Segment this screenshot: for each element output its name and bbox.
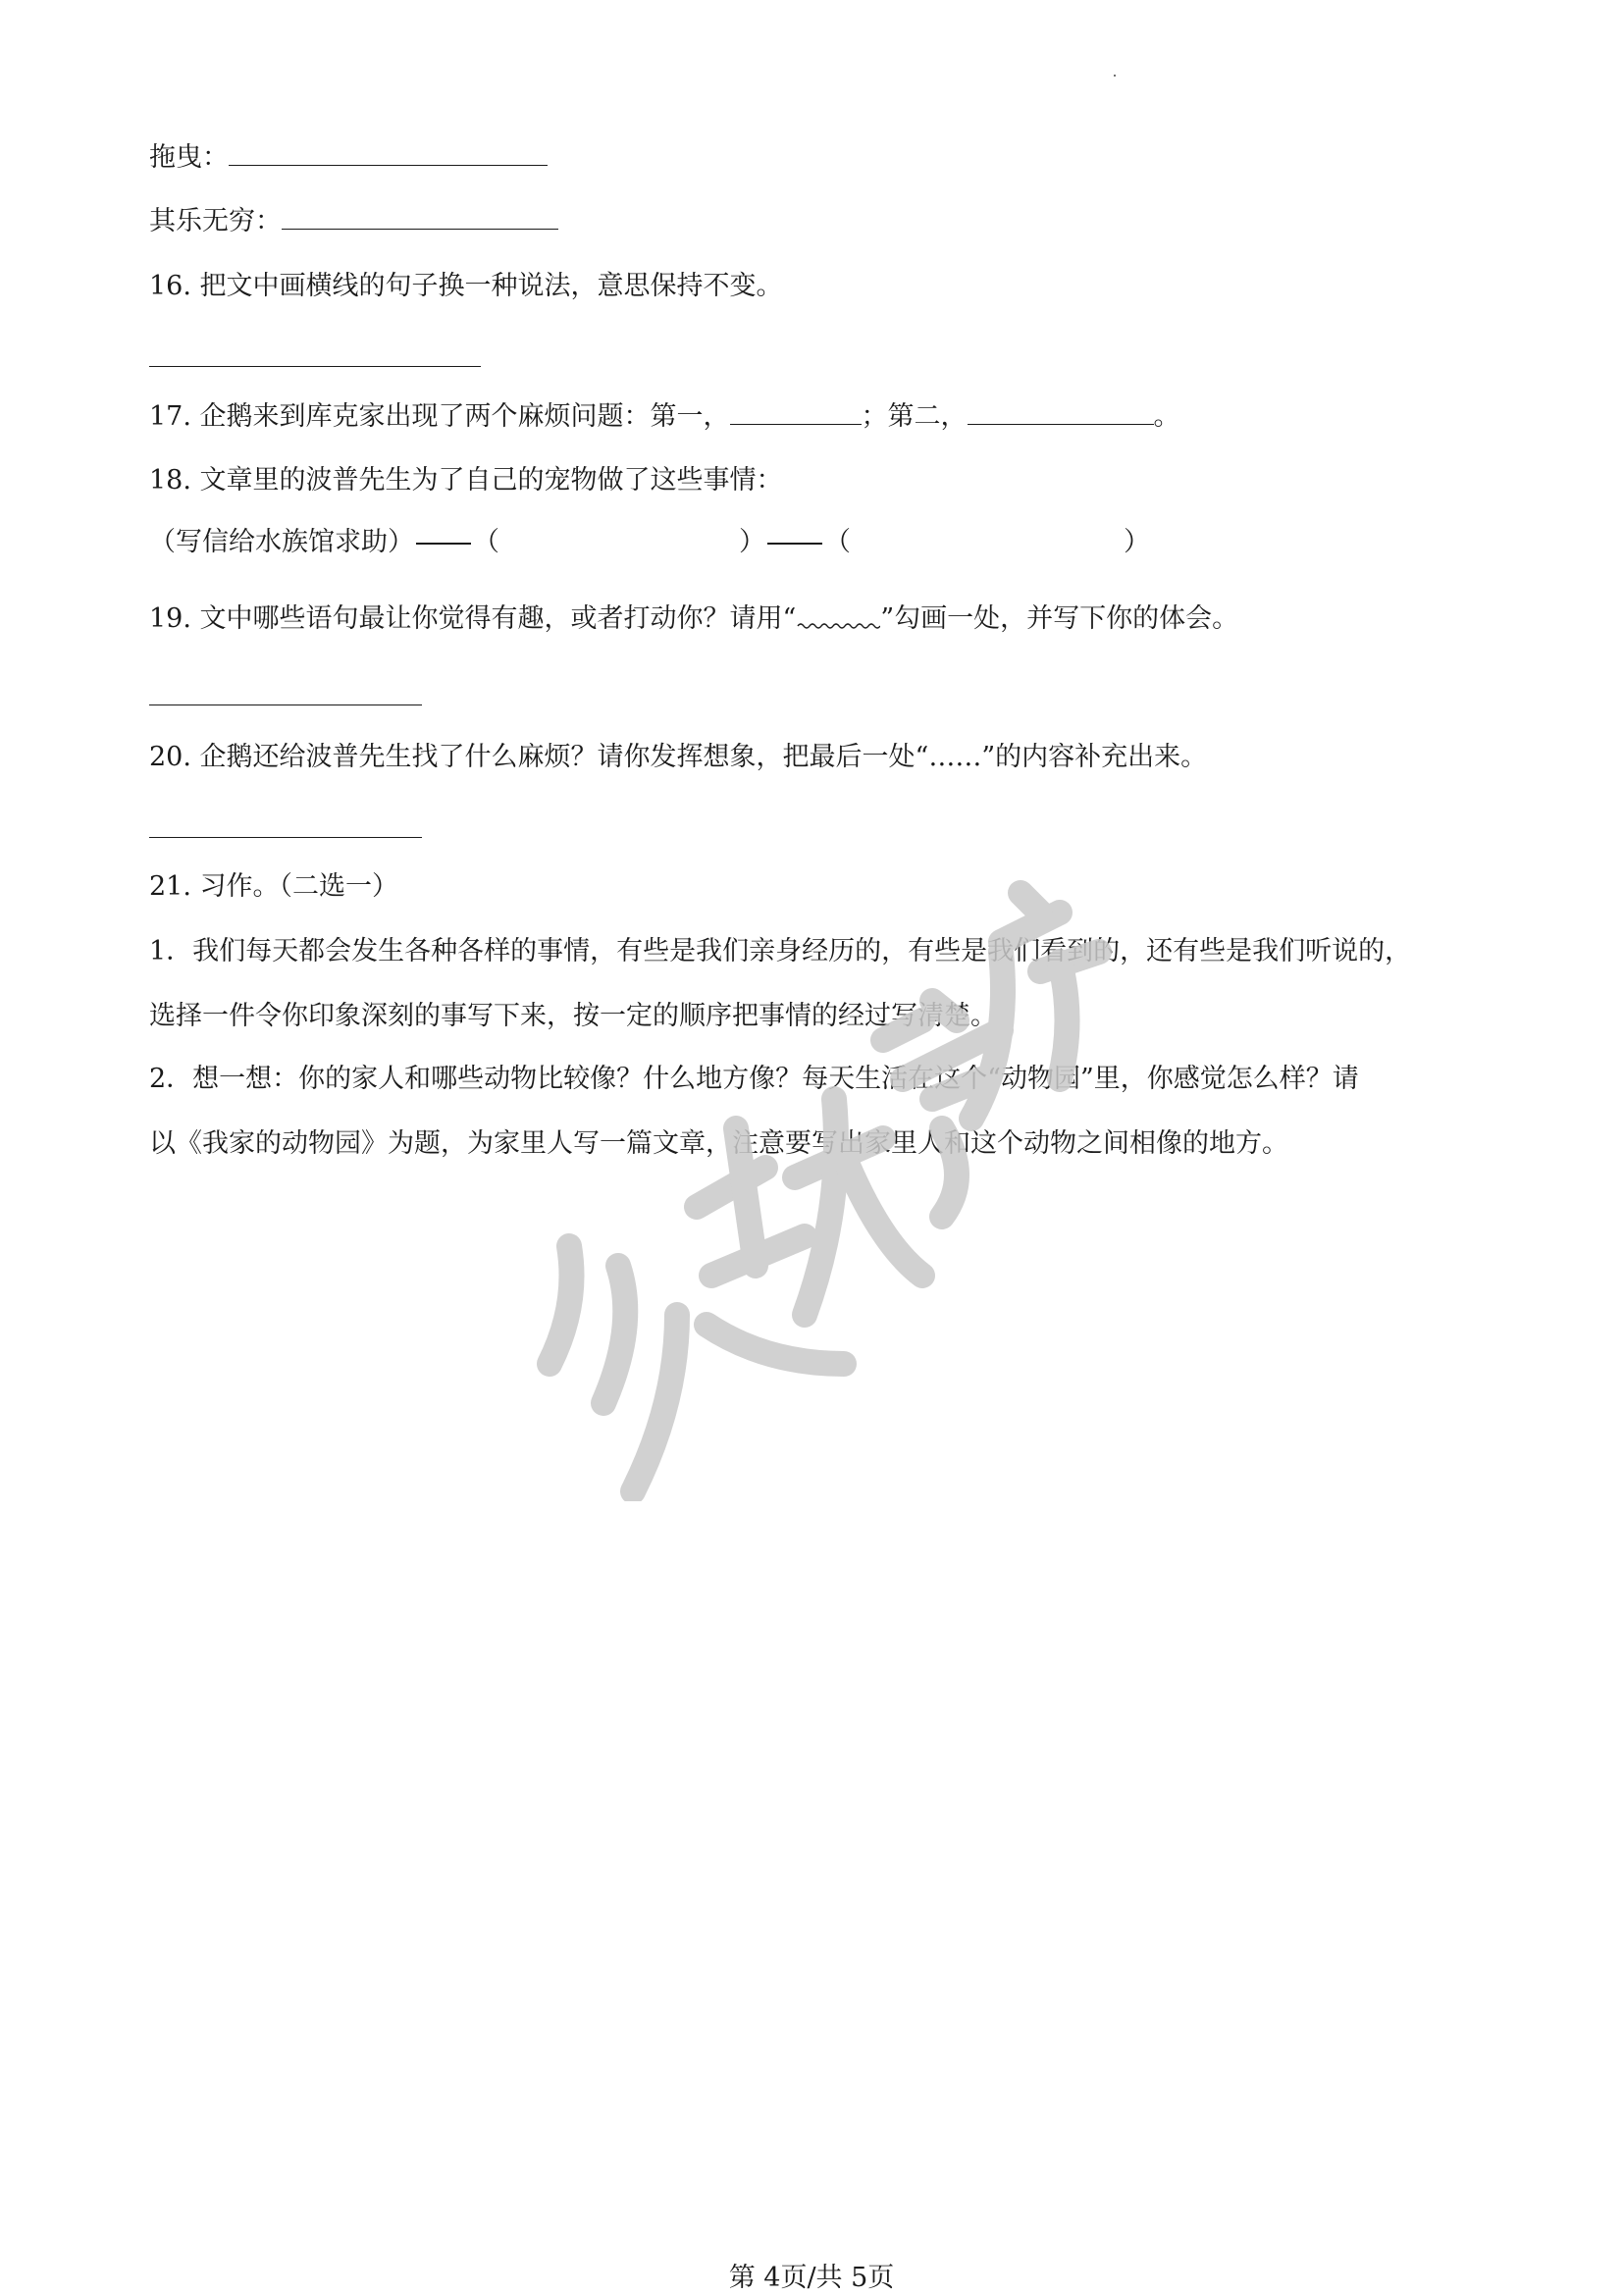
page-footer: 第 4页/共 5页: [728, 2263, 895, 2293]
essay-option-1-line-1: 1．我们每天都会发生各种各样的事情，有些是我们亲身经历的，有些是我们看到的，还有些是我们听说的，: [149, 936, 1412, 966]
essay-option-2-line-2: 以《我家的动物园》为题，为家里人写一篇文章，注意要写出家里人和这个动物之间相像的地方。: [149, 1128, 1288, 1159]
vocab-tuoye: 拖曳：: [149, 137, 548, 178]
answer-blank[interactable]: [282, 201, 558, 230]
question-21: 21. 习作。（二选一）: [149, 871, 399, 902]
vocab-qileWuqiong: 其乐无穷：: [149, 201, 558, 241]
question-16: 16. 把文中画横线的句子换一种说法，意思保持不变。: [149, 271, 783, 301]
question-20: 20. 企鹅还给波普先生找了什么麻烦？请你发挥想象，把最后一处“……”的内容补充出来。: [149, 742, 1208, 772]
arrow-dash: [416, 543, 471, 545]
answer-line[interactable]: [149, 837, 422, 838]
answer-blank-second[interactable]: [968, 396, 1154, 425]
scan-dot: [1114, 75, 1116, 77]
answer-line[interactable]: [149, 704, 422, 705]
essay-option-2-line-1: 2．想一想：你的家人和哪些动物比较像？什么地方像？每天生活在这个“动物园”里，你感觉怎么样？请: [149, 1064, 1359, 1094]
answer-blank-first[interactable]: [730, 396, 862, 425]
question-18-chain: （写信给水族馆求助） （ ） （ ）: [149, 527, 1150, 557]
answer-blank[interactable]: [229, 137, 548, 166]
answer-line[interactable]: [149, 366, 481, 367]
essay-option-1-line-2: 选择一件令你印象深刻的事写下来，按一定的顺序把事情的经过写清楚。: [149, 1001, 997, 1031]
wavy-underline-icon: [796, 598, 880, 627]
question-19: 19. 文中哪些语句最让你觉得有趣，或者打动你？请用“ ”勾画一处，并写下你的体会。: [149, 598, 1238, 639]
arrow-dash: [767, 543, 822, 545]
question-18: 18. 文章里的波普先生为了自己的宠物做了这些事情：: [149, 465, 783, 496]
question-17: 17. 企鹅来到库克家出现了两个麻烦问题：第一， ；第二， 。: [149, 396, 1180, 437]
